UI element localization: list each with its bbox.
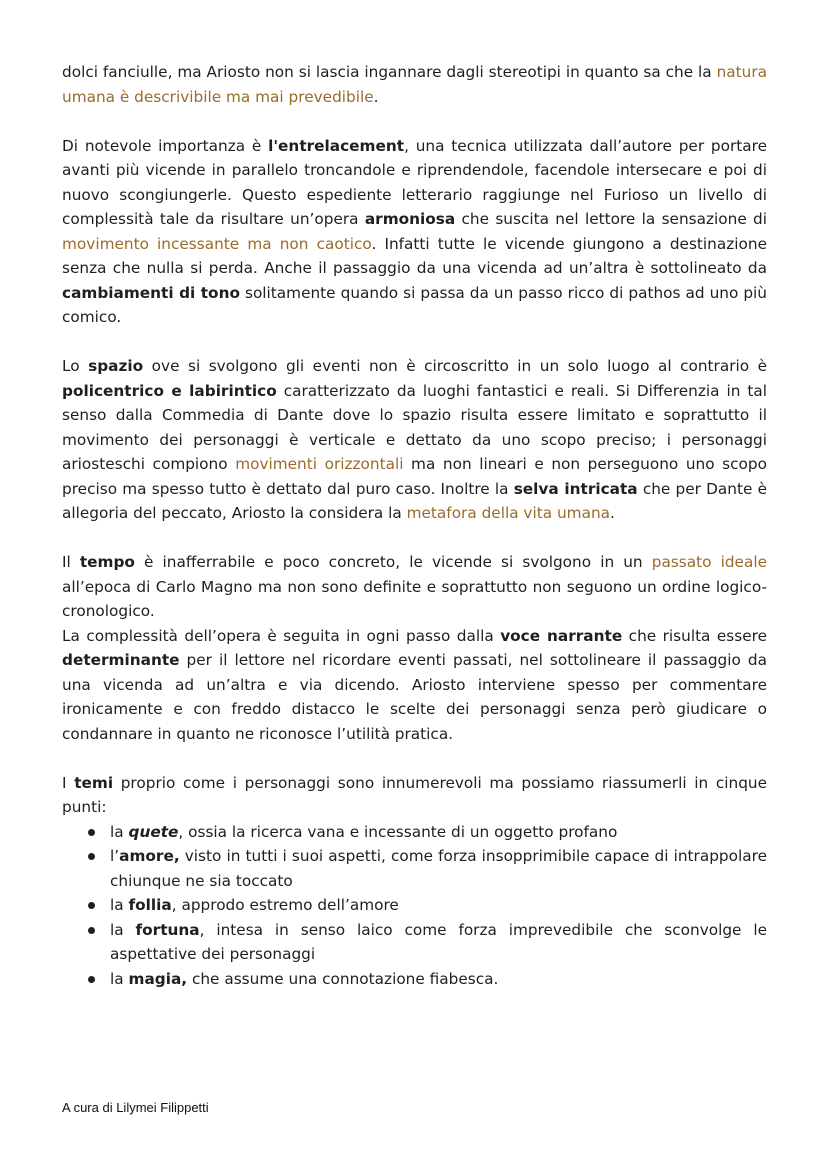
text-run: la — [110, 822, 129, 841]
text-run: l’ — [110, 847, 120, 865]
paragraph — [62, 134, 767, 330]
bold-text: magia, — [128, 969, 188, 988]
bold-text: l'entrelacement — [268, 136, 405, 155]
bold-text: follia — [128, 896, 172, 914]
text-run: la — [110, 920, 136, 939]
text-run: I — [62, 773, 75, 792]
paragraph — [62, 354, 767, 526]
highlighted-text: passato ideale — [651, 553, 767, 571]
text-run: che per Dante è allegoria del peccato, Ariosto la considera la — [62, 479, 768, 522]
text-run: Il — [62, 553, 80, 571]
footer-author: A cura di Lilymei Filippetti — [62, 1100, 209, 1115]
list-item — [110, 820, 767, 845]
text-run: , intesa in senso laico come forza imprevedibile che sconvolge le aspettative dei personaggi — [110, 920, 767, 963]
bold-text: determinante — [62, 651, 180, 669]
highlighted-text: natura umana è descrivibile ma mai prevedibile — [62, 63, 767, 106]
list-item — [110, 893, 767, 918]
text-run: La complessità dell’opera è seguita in ogni passo dalla — [62, 626, 501, 645]
list-item — [110, 967, 767, 992]
text-run: caratterizzato da luoghi fantastici e reali. Si Differenzia in tal senso dalla Commedia di Dante dove lo spazio risulta essere limitato e soprattutto il movimento dei personaggi è verticale e dettato da uno scopo preciso; i personaggi ariosteschi compiono — [62, 381, 767, 473]
text-run: . — [610, 504, 615, 522]
bold-text: fortuna — [135, 920, 200, 939]
text-run: la — [110, 896, 129, 914]
bold-text: temi — [74, 773, 114, 792]
bold-text: tempo — [79, 553, 135, 571]
document-body — [62, 60, 767, 991]
text-run: , approdo estremo dell’amore — [171, 896, 399, 914]
text-run: dolci fanciulle, ma Ariosto non si lascia ingannare dagli stereotipi in quanto sa che la — [62, 63, 717, 81]
themes-list — [62, 820, 767, 992]
text-run: visto in tutti i suoi aspetti, come forza insopprimibile capace di intrappolare chiunque ne sia toccato — [110, 847, 767, 890]
text-run: . Infatti tutte le vicende giungono a destinazione senza che nulla si perda. Anche il passaggio da una vicenda ad un’altra è sottolineato da — [62, 234, 767, 277]
bold-text: armoniosa — [364, 210, 456, 228]
list-item — [110, 844, 767, 893]
bold-text: voce narrante — [500, 626, 623, 645]
text-run: Lo — [62, 357, 89, 375]
text-run: Di notevole importanza è — [62, 136, 269, 155]
highlighted-text: movimento incessante ma non caotico — [62, 234, 372, 253]
text-run: , una tecnica utilizzata dall’autore per portare avanti più vicende in parallelo troncandole e riprendendole, facendole intersecare e poi di nuovo scongiungerle. Questo espediente letterario raggiunge nel Furioso un livello di complessità tale da risultare un’opera — [62, 136, 767, 228]
text-run: solitamente quando si passa da un passo ricco di pathos ad uno più comico. — [62, 283, 767, 326]
text-run: proprio come i personaggi sono innumerevoli ma possiamo riassumerli in cinque punti: — [62, 773, 768, 816]
text-run: per il lettore nel ricordare eventi passati, nel sottolineare il passaggio da una vicenda ad un’altra e via dicendo. Ariosto interviene spesso per commentare ironicamente e con freddo distacco le scelte dei personaggi senza però giudicare o condannare in quanto ne riconosce l’utilità pratica. — [62, 651, 767, 743]
bold-text: amore, — [119, 847, 180, 865]
paragraph — [62, 771, 767, 820]
paragraph — [62, 624, 767, 747]
bold-text: spazio — [88, 357, 144, 375]
bold-text: cambiamenti di tono — [62, 283, 240, 302]
text-run: è inafferrabile e poco concreto, le vicende si svolgono in un — [134, 553, 652, 571]
text-run: ma non lineari e non perseguono uno scopo preciso ma spesso tutto è dettato dal puro caso. Inoltre la — [62, 455, 767, 498]
text-run: ove si svolgono gli eventi non è circoscritto in un solo luogo al contrario è — [143, 357, 768, 375]
text-run: che assume una connotazione fiabesca. — [187, 969, 499, 988]
paragraph — [62, 60, 767, 109]
list-item — [110, 918, 767, 967]
text-run: . — [373, 87, 379, 106]
paragraphs — [62, 60, 767, 820]
text-run: all’epoca di Carlo Magno ma non sono definite e soprattutto non seguono un ordine logico-cronologico. — [62, 577, 767, 620]
bold-text: selva intricata — [513, 479, 638, 498]
text-run: la — [110, 969, 129, 988]
highlighted-text: metafora della vita umana — [406, 504, 611, 522]
text-run: che suscita nel lettore la sensazione di — [455, 210, 768, 228]
text-run: , ossia la ricerca vana e incessante di un oggetto profano — [178, 822, 618, 841]
bold-text: quete — [128, 822, 179, 841]
highlighted-text: movimenti orizzontali — [235, 455, 404, 473]
text-run: che risulta essere — [622, 626, 767, 645]
paragraph — [62, 550, 767, 624]
bold-text: policentrico e labirintico — [62, 381, 277, 400]
